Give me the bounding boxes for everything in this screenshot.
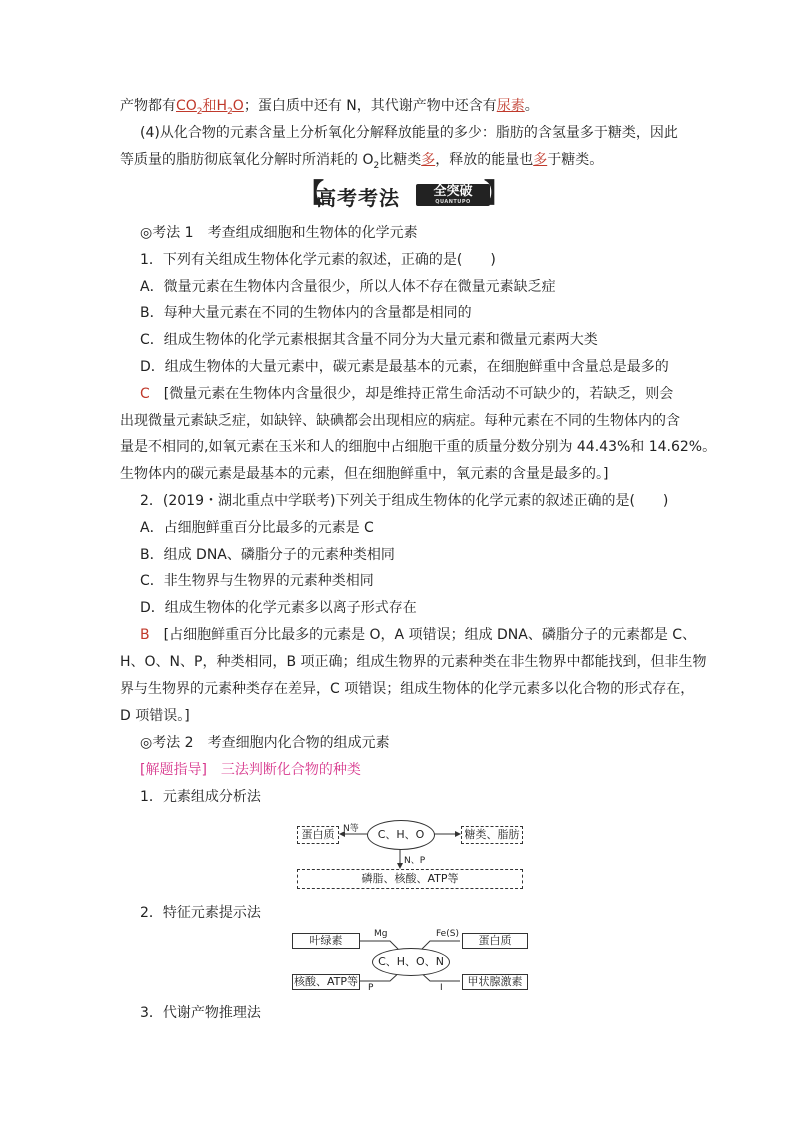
thyroxine-box: 甲状腺激素 — [462, 974, 528, 990]
option-b: B．组成 DNA、磷脂分子的元素种类相同 — [140, 547, 395, 563]
explanation-line: 量是不相同的,如氧元素在玉米和人的细胞中占细胞干重的质量分数分别为 44.43%和 14.62%。 — [120, 439, 717, 455]
answer-letter: C — [140, 386, 150, 402]
question-1: 1．下列有关组成生物体化学元素的叙述，正确的是( ) — [140, 252, 496, 268]
text-line-3: 等质量的脂肪彻底氧化分解时所消耗的 $O_2$比糖类多，释放的能量也多于糖类。 — [120, 152, 604, 171]
element-composition-diagram — [295, 815, 525, 891]
method-2: 2．特征元素提示法 — [140, 905, 261, 921]
section-heading: ◎考法 2 考查细胞内化合物的组成元素 — [140, 735, 390, 751]
label-p: P — [368, 983, 374, 993]
co2-answer: $CO_2$和$H_2O$ — [176, 98, 244, 117]
bracket-right: 】 — [484, 179, 511, 209]
label-n: N等 — [343, 824, 359, 834]
explanation-line: D 项错误。] — [120, 708, 190, 724]
more-answer: 多 — [533, 152, 548, 168]
more-answer: 多 — [421, 152, 436, 168]
method-3: 3．代谢产物推理法 — [140, 1005, 261, 1021]
section-heading: ◎考法 1 考查组成细胞和生物体的化学元素 — [140, 225, 418, 241]
guide-heading: [解题指导] 三法判断化合物的种类 — [140, 762, 361, 778]
protein-box: 蛋白质 — [462, 933, 528, 949]
chlorophyll-box: 叶绿素 — [292, 933, 360, 949]
banner-title: 高考考法 — [316, 186, 400, 210]
urea-answer: 尿素 — [496, 98, 525, 114]
question-2: 2．(2019・湖北重点中学联考)下列关于组成生物体的化学元素的叙述正确的是( ) — [140, 493, 669, 509]
explanation-line: 出现微量元素缺乏症，如缺锌、缺碘都会出现相应的病症。每种元素在不同的生物体内的含 — [120, 413, 680, 429]
nucleic-acid-box: 核酸、ATP等 — [293, 975, 359, 988]
protein-box: 蛋白质 — [297, 826, 339, 844]
explanation-line: C [微量元素在生物体内含量很少，却是维持正常生命活动不可缺少的，若缺乏，则会 — [140, 386, 674, 402]
answer-letter: B — [140, 627, 150, 643]
chno-ellipse: C、H、O — [367, 820, 435, 850]
characteristic-element-diagram — [290, 928, 530, 994]
option-d: D．组成生物体的化学元素多以离子形式存在 — [140, 600, 417, 616]
text: ；蛋白质中还有 N，其代谢产物中还含有 — [243, 98, 497, 114]
method-1: 1．元素组成分析法 — [140, 789, 261, 805]
option-d: D．组成生物体的大量元素中，碳元素是最基本的元素，在细胞鲜重中含量总是最多的 — [140, 359, 669, 375]
text-line-1: 产物都有$CO_2$和$H_2O$；蛋白质中还有 N，其代谢产物中还含有尿素。 — [120, 98, 539, 117]
banner-badge: 全突破 QUANTUPO — [416, 184, 490, 206]
explanation-line: 生物体内的碳元素是最基本的元素，但在细胞鲜重中，氧元素的含量是最多的。] — [120, 466, 609, 482]
chon-ellipse: C、H、O、N — [372, 948, 450, 976]
bracket-left: 【 — [298, 179, 325, 209]
option-a: A．微量元素在生物体内含量很少，所以人体不存在微量元素缺乏症 — [140, 279, 556, 295]
section-banner — [298, 179, 511, 210]
explanation-line: B [占细胞鲜重百分比最多的元素是 O，A 项错误；组成 DNA、磷脂分子的元素都是 C、 — [140, 627, 697, 643]
option-c: C．非生物界与生物界的元素种类相同 — [140, 573, 374, 589]
option-a: A．占细胞鲜重百分比最多的元素是 C — [140, 520, 374, 536]
label-np: N、P — [404, 856, 426, 866]
option-c: C．组成生物体的化学元素根据其含量不同分为大量元素和微量元素两大类 — [140, 332, 598, 348]
text: 产物都有 — [120, 98, 176, 114]
text-line-2: (4)从化合物的元素含量上分析氧化分解释放能量的多少：脂肪的含氢量多于糖类，因此 — [140, 125, 678, 141]
explanation-line: H、O、N、P，种类相同，B 项正确；组成生物界的元素种类在非生物界中都能找到，但非生物 — [120, 654, 707, 670]
label-mg: Mg — [374, 929, 388, 939]
label-fe: Fe(S) — [436, 929, 459, 939]
explanation-line: 界与生物界的元素种类存在差异，C 项错误；组成生物体的化学元素多以化合物的形式存在， — [120, 681, 695, 697]
sugar-fat-box: 糖类、脂肪 — [461, 826, 523, 844]
label-i: I — [440, 983, 443, 993]
option-b: B．每种大量元素在不同的生物体内的含量都是相同的 — [140, 305, 472, 321]
phospholipid-box: 磷脂、核酸、ATP等 — [297, 869, 523, 889]
